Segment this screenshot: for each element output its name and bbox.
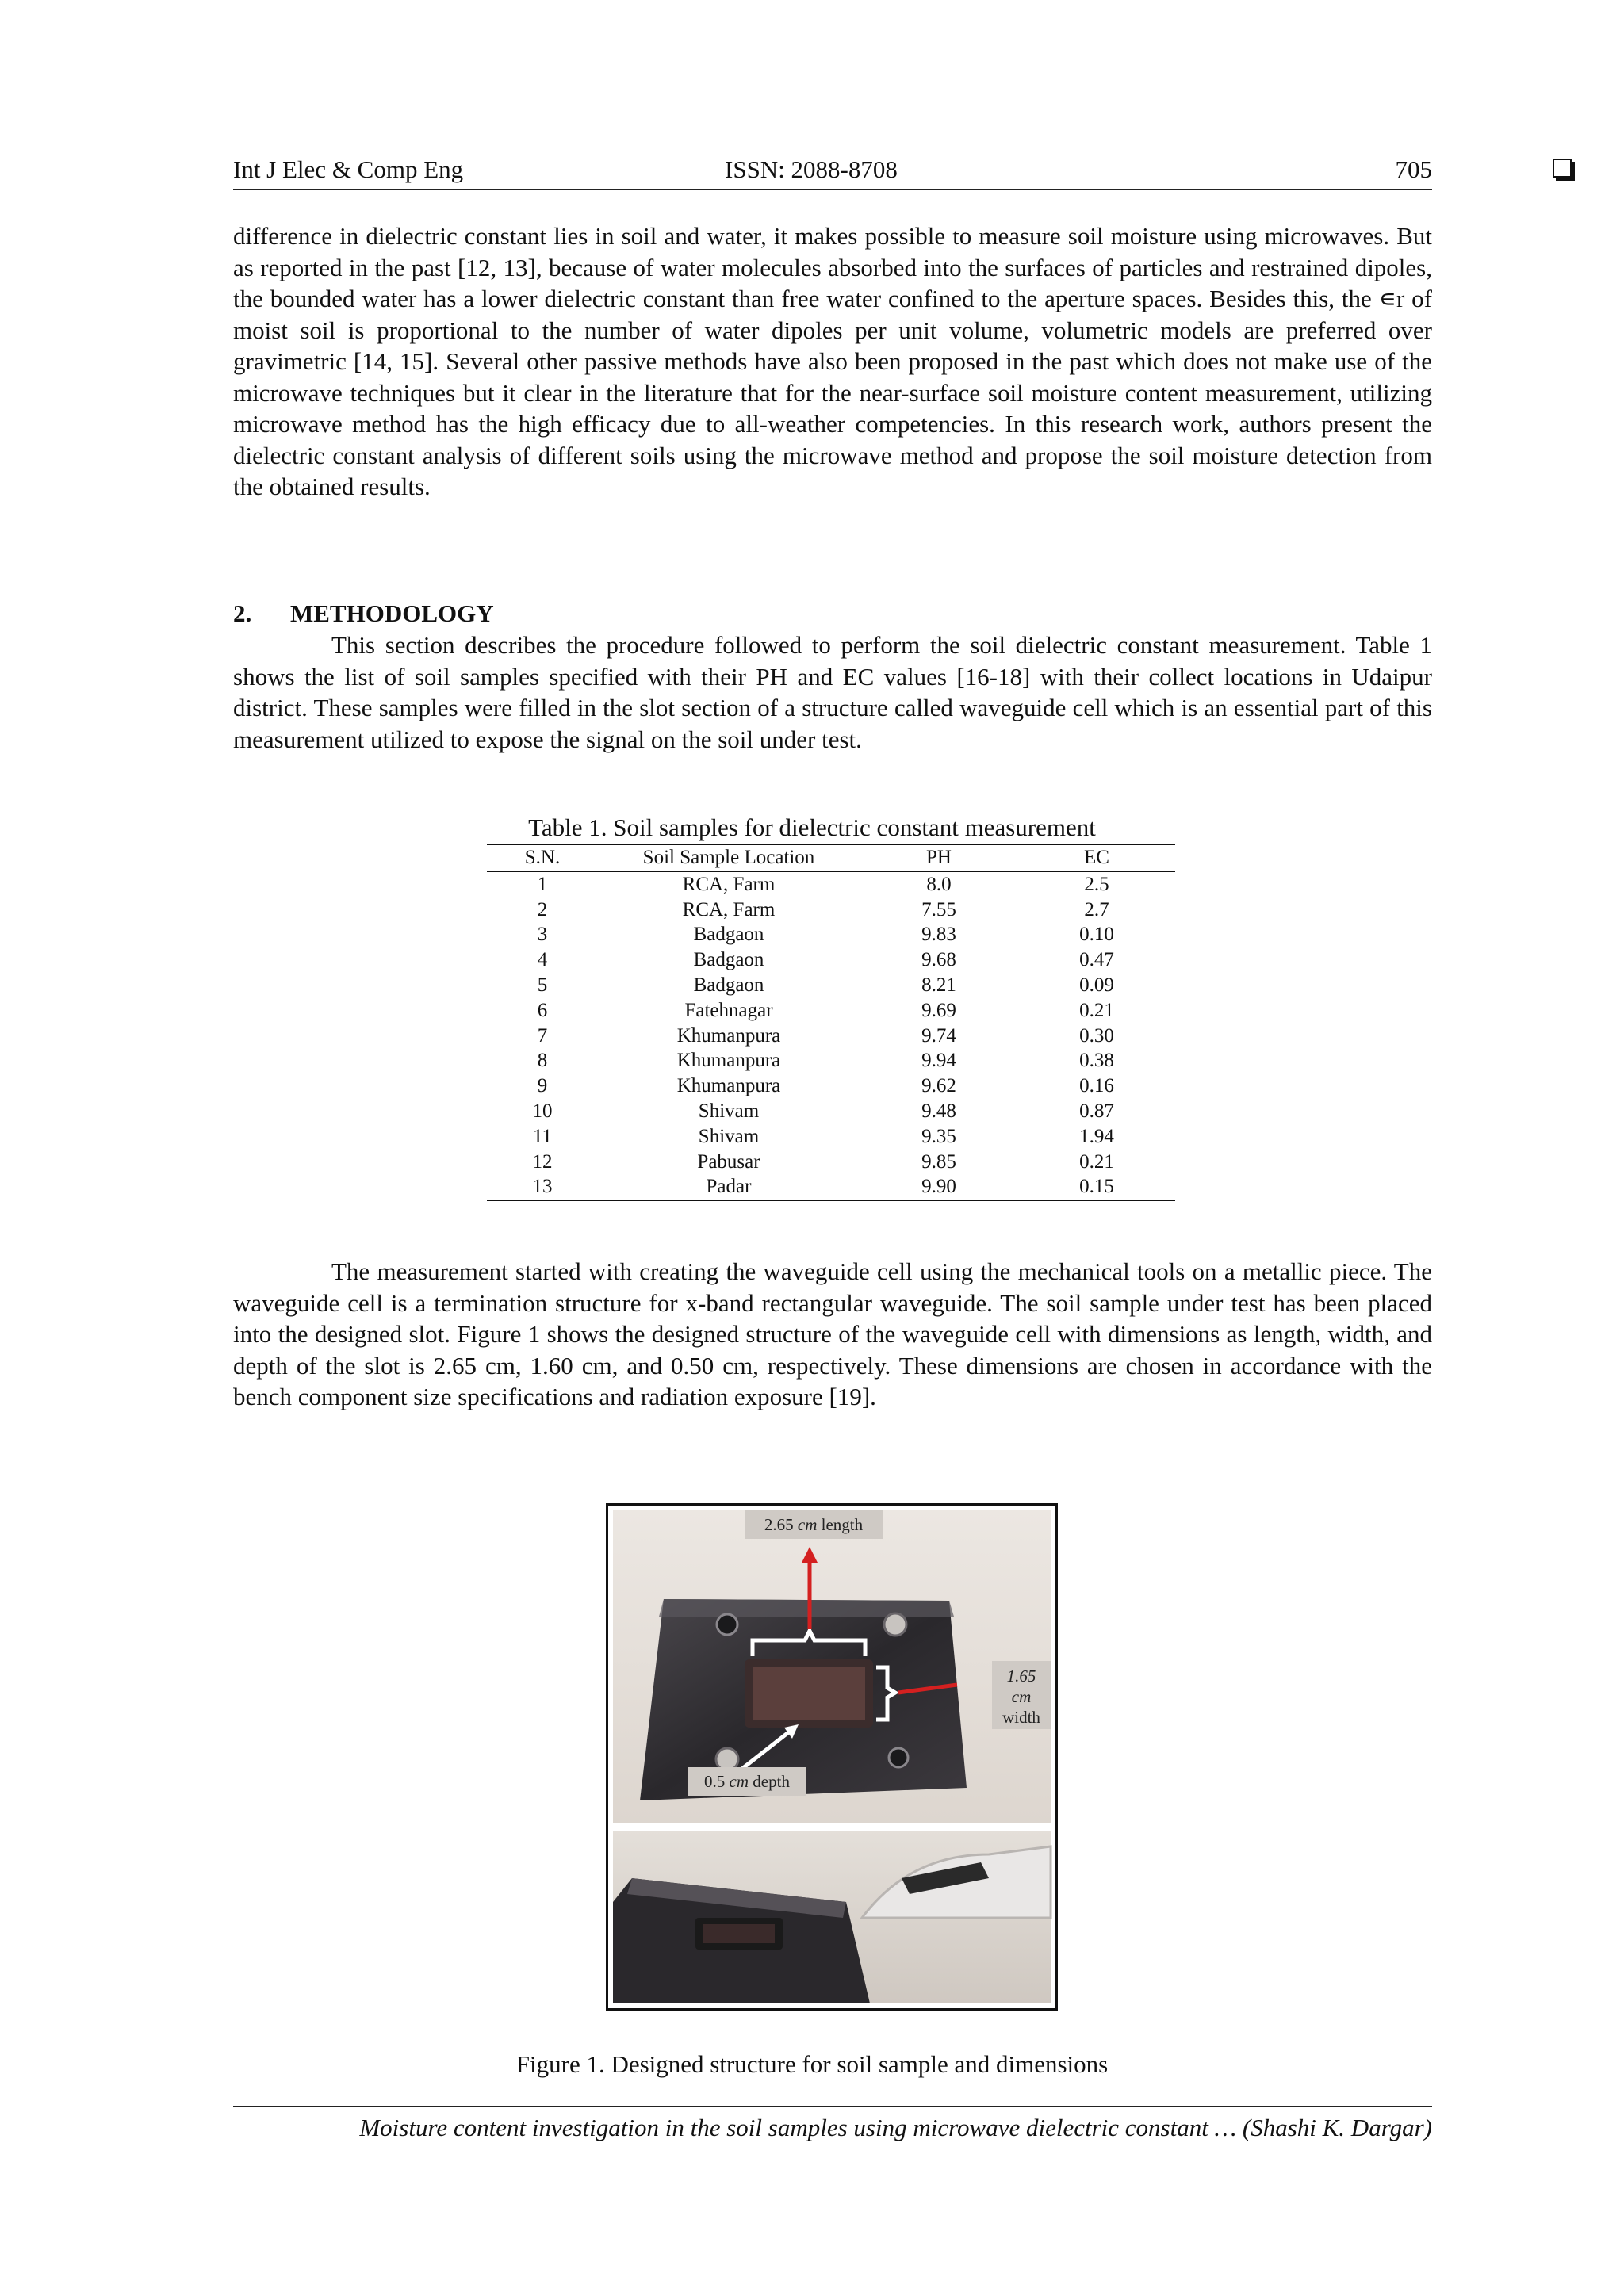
- table-cell: 5: [537, 974, 548, 996]
- table-cell: 7.55: [921, 898, 956, 920]
- table-cell: 0.87: [1079, 1100, 1114, 1122]
- table-cell: 9.83: [921, 924, 956, 946]
- table-caption: Table 1. Soil samples for dielectric constant measurement: [528, 813, 1096, 841]
- table-row: [487, 1099, 1175, 1124]
- table-cell: 9.68: [921, 949, 956, 971]
- table-cell: 9.48: [921, 1100, 956, 1122]
- table-cell: 2: [537, 898, 548, 920]
- width-label-word: width: [1002, 1708, 1040, 1727]
- table-cell: Shivam: [698, 1100, 760, 1122]
- table-row: [487, 871, 1175, 897]
- table-cell: Badgaon: [693, 924, 764, 946]
- length-label: 2.65 cm length: [764, 1515, 864, 1534]
- table-cell: 0.21: [1079, 1150, 1114, 1173]
- table-cell: 8.21: [921, 974, 956, 996]
- table-cell: 9.90: [860, 1174, 1018, 1200]
- width-label-value: 1.65: [1006, 1667, 1036, 1686]
- table-cell: 13: [487, 1174, 598, 1200]
- table-row: [487, 1174, 1175, 1200]
- section-number: 2.: [233, 599, 252, 627]
- page-header: [233, 152, 1432, 190]
- table-cell: 0.47: [1079, 949, 1114, 971]
- figure-1: [606, 1503, 1058, 2011]
- table-cell: 0.10: [1079, 924, 1114, 946]
- table-cell: 9.35: [921, 1125, 956, 1147]
- table-cell: Padar: [598, 1174, 860, 1200]
- table-cell: 9.69: [921, 999, 956, 1021]
- table-cell: Badgaon: [693, 949, 764, 971]
- journal-name: Int J Elec & Comp Eng: [233, 155, 464, 183]
- intro-paragraph: difference in dielectric constant lies in soil and water, it makes possible to measure soil moisture using microwaves. But as reported in the past [12, 13], because of water molecules absorbed into the surfaces of particles and restrained dipoles, the bounded water has a lower dielectric constant than free water confined to the aperture spaces. Besides this, the ∊r of moist soil is proportional to the number of water dipoles per unit volume, volumetric models are preferred over gravimetric [14, 15]. Several other passive methods have also been proposed in the past which does not make use of the microwave techniques but it clear in the literature that for the near-surface soil moisture content measurement, utilizing microwave method has the high efficacy due to all-weather competencies. In this research work, authors present the dielectric constant analysis of different soils using the microwave method and propose the soil moisture detection from the obtained results.: [233, 222, 1432, 500]
- table-row: [487, 1124, 1175, 1150]
- table-cell: 11: [532, 1125, 553, 1147]
- table-cell: 3: [537, 924, 548, 946]
- soil-samples-table: [487, 844, 1175, 1201]
- table-cell: Pabusar: [697, 1150, 760, 1173]
- column-header: Soil Sample Location: [598, 844, 860, 871]
- checkbox-square-icon: [1553, 159, 1572, 178]
- table-cell: 0.21: [1079, 999, 1114, 1021]
- table-cell: Badgaon: [693, 974, 764, 996]
- table-cell: 6: [537, 999, 548, 1021]
- table-cell: 9.94: [921, 1050, 956, 1072]
- waveguide-cell-photo: [608, 1506, 1055, 2008]
- table-cell: 4: [537, 949, 548, 971]
- page-number: 705: [1395, 155, 1432, 183]
- table-row: [487, 897, 1175, 923]
- table-cell: 8: [537, 1050, 548, 1072]
- table-row: [487, 1048, 1175, 1073]
- table-cell: 0.15: [1018, 1174, 1175, 1200]
- table-body: [487, 871, 1175, 1200]
- table-row: [487, 973, 1175, 998]
- table-cell: 8.0: [926, 873, 952, 895]
- column-header: EC: [1018, 844, 1175, 871]
- table-cell: 7: [537, 1024, 548, 1047]
- table-row: [487, 1024, 1175, 1049]
- table-row: [487, 1150, 1175, 1175]
- column-header: S.N.: [487, 844, 598, 871]
- width-label-unit: cm: [1011, 1687, 1032, 1706]
- table-cell: 0.09: [1079, 974, 1114, 996]
- table-cell: 2.7: [1084, 898, 1109, 920]
- table-cell: 0.30: [1079, 1024, 1114, 1047]
- table-cell: 9.85: [921, 1150, 956, 1173]
- page-footer: Moisture content investigation in the soil samples using microwave dielectric constant … (Shashi K. Dargar): [233, 2106, 1432, 2142]
- table-row: [487, 998, 1175, 1024]
- table-cell: RCA, Farm: [682, 873, 776, 895]
- table-cell: 9.62: [921, 1075, 956, 1097]
- table-cell: 10: [532, 1100, 553, 1122]
- table-cell: 2.5: [1084, 873, 1109, 895]
- table-cell: 1.94: [1079, 1125, 1114, 1147]
- table-cell: 1: [537, 873, 548, 895]
- table-row: [487, 947, 1175, 973]
- figure-caption: Figure 1. Designed structure for soil sample and dimensions: [515, 2050, 1109, 2078]
- depth-label: 0.5 cm depth: [704, 1772, 790, 1791]
- section-heading: [233, 599, 494, 628]
- table-cell: 0.16: [1079, 1075, 1114, 1097]
- table-cell: Shivam: [698, 1125, 760, 1147]
- table-row: [487, 1073, 1175, 1099]
- section-title: METHODOLOGY: [290, 599, 494, 627]
- table-cell: Khumanpura: [676, 1050, 781, 1072]
- methodology-paragraph-2: The measurement started with creating the waveguide cell using the mechanical tools on a metallic piece. The waveguide cell is a termination structure for x-band rectangular waveguide. The soil sample under test has been placed into the designed slot. Figure 1 shows the designed structure of the waveguide cell with dimensions as length, width, and depth of the slot is 2.65 cm, 1.60 cm, and 0.50 cm, respectively. These dimensions are chosen in accordance with the bench component size specifications and radiation exposure [19].: [233, 1257, 1432, 1410]
- table-row: [487, 922, 1175, 947]
- table-cell: 0.38: [1079, 1050, 1114, 1072]
- table-cell: Khumanpura: [676, 1024, 781, 1047]
- table-cell: Fatehnagar: [684, 999, 773, 1021]
- table-cell: RCA, Farm: [682, 898, 776, 920]
- table-cell: 12: [532, 1150, 553, 1173]
- methodology-paragraph-1: This section describes the procedure followed to perform the soil dielectric constant measurement. Table 1 shows the list of soil samples specified with their PH and EC values [16-18] with their collect locations in Udaipur district. These samples were filled in the slot section of a structure called waveguide cell which is an essential part of this measurement utilized to expose the signal on the soil under test.: [233, 631, 1432, 753]
- table-cell: 9: [537, 1075, 548, 1097]
- table-cell: Khumanpura: [676, 1075, 781, 1097]
- table-cell: 9.74: [921, 1024, 956, 1047]
- issn: ISSN: 2088-8708: [725, 155, 898, 183]
- column-header: PH: [860, 844, 1018, 871]
- table-header-row: [487, 844, 1175, 871]
